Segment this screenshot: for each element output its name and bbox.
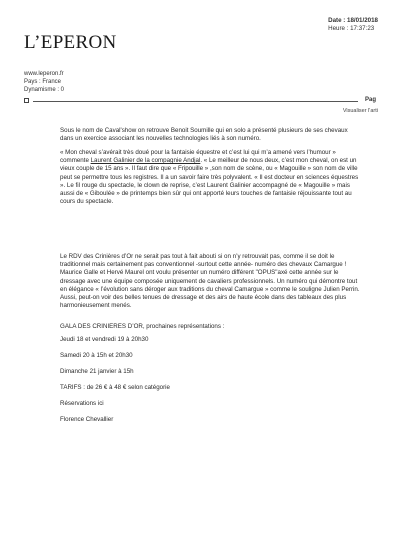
article-paragraph-2: Le RDV des Crinières d’Or ne serait pas tout à fait abouti si on n’y retrouvait pas, comme il se doit le traditionnel mais certainement pas conventionnel -surtout cette année- numéro des chevaux Camargue ! Maurice Galle et Hervé Maurel ont voulu présenter un numéro différent "OPUS"axé cette année sur le dressage avec une équipe composée uniquement de cavaliers professionnels. Un numéro qui démontre tout en élégance « l’évolution sans déroger aux traditions du cheval Camargue » comme le souligne Julien Perrin. Aussi, peut-on voir des belles tenues de dressage et des airs de haute école dans des tableaux des plus harmonieusement menés. xyxy=(60,253,360,310)
publication-masthead: L’EPERON xyxy=(24,32,117,53)
article-author: Florence Chevallier xyxy=(60,416,114,423)
separator-row xyxy=(24,97,376,107)
date-line-2: Samedi 20 à 15h et 20h30 xyxy=(60,352,133,359)
source-site: www.leperon.fr xyxy=(24,71,64,77)
clipping-metadata xyxy=(328,17,378,33)
date-line-3: Dimanche 21 janvier à 15h xyxy=(60,368,134,375)
time-label: Heure : 17:37:23 xyxy=(328,25,375,32)
reservations-link[interactable]: Réservations ici xyxy=(60,400,104,407)
gala-heading: GALA DES CRINIERES D’OR, prochaines représentations : xyxy=(60,323,225,330)
view-article-link[interactable]: Visualiser l'arti xyxy=(342,108,378,114)
page-marker: Pag xyxy=(364,97,376,103)
article-intro: Sous le nom de Caval'show on retrouve Benoit Soumille qui en solo a présenté plusieurs de ses chevaux dans un exercice associant les nouvelles technologies liés à son numéro. xyxy=(60,127,348,143)
source-dynamism: Dynamisme : 0 xyxy=(24,87,65,93)
source-country: Pays : France xyxy=(24,79,62,85)
quote-part-b: . « Le meilleur de nous deux, c’est mon cheval, on est un vieux couple de 15 ans ». Il faut dire que « Fripouille » ,son nom de scène, ou « Magouille » son nom de ville peut se permettre tous les registres. Il a un savoir faire très polyvalent. « Il est docteur en sciences équestres ». Le fil rouge du spectacle, le clown de reprise, c’est Laurent Galinier accompagné de « Magouille » mais aussi de « Giboulée » de printemps bien sûr qui ont apporté leurs touches de fantaisie réjouissante tout au cours du spectacle. xyxy=(60,157,359,206)
article-quote-paragraph xyxy=(60,149,360,206)
source-info xyxy=(24,70,64,94)
date-label: Date : 18/01/2018 xyxy=(328,17,378,24)
tarifs-line: TARIFS : de 26 € à 48 € selon catégorie xyxy=(60,384,170,391)
quote-person-link[interactable]: Laurent Galinier de la compagnie Andjal xyxy=(90,157,201,165)
separator-line xyxy=(33,101,358,102)
date-line-1: Jeudi 18 et vendredi 19 à 20h30 xyxy=(60,336,149,343)
quote-part-a: « Mon cheval s’avérait très doué pour la fantaisie équestre et c’est lui qui m’a amené vers l’humour » commente xyxy=(60,149,336,165)
checkbox-icon xyxy=(24,98,29,103)
